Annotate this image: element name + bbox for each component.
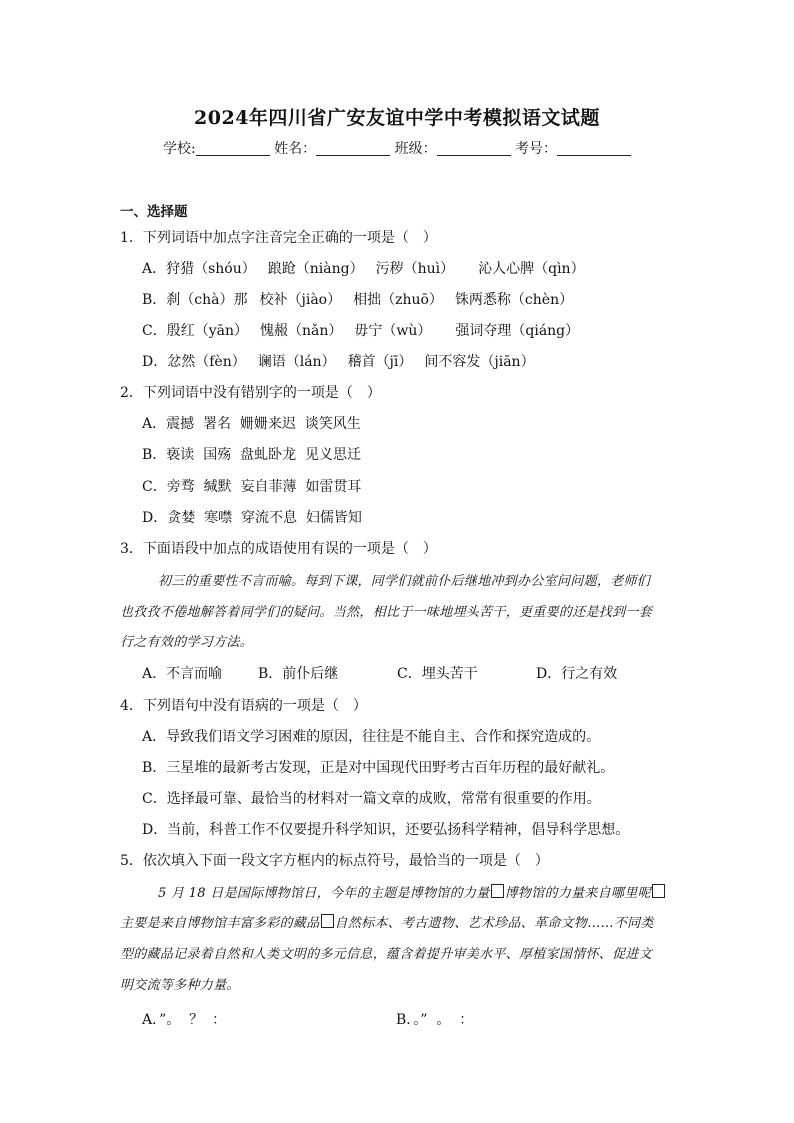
question-4-stem: 4．下列语句中没有语病的一项是（ ） (120, 698, 367, 714)
name-field[interactable] (316, 140, 390, 156)
question-3-passage-line: 初三的重要性不言而喻。每到下课，同学们就前仆后继地冲到办公室问问题，老师们 (158, 574, 651, 589)
question-3-option-b: B．前仆后继 (258, 666, 339, 682)
question-1-option-a: A．狩猎（shóu） 踉跄（niàng） 污秽（huì） 沁人心脾（qìn） (142, 261, 585, 277)
question-2-option-a: A．震撼 署名 姗姗来迟 谈笑风生 (142, 416, 361, 432)
question-3-stem: 3．下面语段中加点的成语使用有误的一项是（ ） (120, 541, 437, 557)
question-1-option-b: B．刹（chà）那 校补（jiào） 相拙（zhuō） 铢两悉称（chèn） (142, 292, 574, 308)
question-4-option-d: D．当前，科普工作不仅要提升科学知识，还要弘扬科学精神，倡导科学思想。 (142, 822, 630, 838)
blank-box (652, 884, 665, 898)
number-label: 考号： (515, 141, 558, 157)
question-1-stem: 1．下列词语中加点字注音完全正确的一项是（ ） (120, 230, 437, 246)
question-4-option-c: C．选择最可靠、最恰当的材料对一篇文章的成败，常常有很重要的作用。 (142, 791, 601, 807)
question-3-passage-line: 也孜孜不倦地解答着同学们的疑问。当然，相比于一味地埋头苦干，更重要的还是找到一套 (120, 605, 653, 620)
question-3-option-c: C．埋头苦干 (397, 666, 478, 682)
question-2-option-c: C．旁骛 缄默 妄自菲薄 如雷贯耳 (142, 479, 362, 495)
question-5-option-a: A．”。 ？ ： (142, 1012, 227, 1028)
question-4-option-b: B．三星堆的最新考古发现，正是对中国现代田野考古百年历程的最好献礼。 (142, 760, 615, 776)
question-5-passage-line: 明交流等多种力量。 (120, 978, 240, 993)
section-heading: 一、选择题 (120, 204, 188, 220)
page-title: 2024年四川省广安友谊中学中考模拟语文试题 (194, 107, 600, 129)
student-info-row (0, 138, 794, 158)
question-2-stem: 2．下列词语中没有错别字的一项是（ ） (120, 385, 381, 401)
blank-box (321, 914, 334, 928)
class-field[interactable] (437, 140, 511, 156)
question-5-passage-line: 5 月 18 日是国际博物馆日，今年的主题是博物馆的力量 博物馆的力量来自哪里呢 (158, 884, 714, 903)
question-4-option-a: A．导致我们语文学习困难的原因，往往是不能自主、合作和探究造成的。 (142, 729, 601, 745)
class-label: 班级： (394, 141, 437, 157)
question-3-option-a: A．不言而喻 (142, 666, 223, 682)
question-2-option-b: B．亵读 国殇 盘虬卧龙 见义思迁 (142, 447, 361, 463)
number-field[interactable] (557, 140, 631, 156)
question-3-option-d: D．行之有效 (536, 666, 618, 682)
question-5-option-b: B．。” 。 ： (396, 1012, 474, 1028)
question-3-passage-line: 行之有效的学习方法。 (120, 635, 254, 650)
name-label: 姓名： (274, 141, 317, 157)
school-label: 学校: (162, 141, 196, 157)
question-1-option-d: D．忿然（fèn） 谰语（lán） 稽首（jī） 间不容发（jiān） (142, 354, 535, 370)
question-5-passage-line: 型的藏品记录着自然和人类文明的多元信息，蕴含着提升审美水平、厚植家国情怀、促进文 (120, 947, 653, 962)
school-field[interactable] (196, 140, 270, 156)
blank-box (491, 884, 504, 898)
question-5-stem: 5．依次填入下面一段文字方框内的标点符号，最恰当的一项是（ ） (120, 853, 549, 869)
question-2-option-d: D．贪婪 寒噤 穿流不息 妇儒皆知 (142, 510, 362, 526)
question-1-option-c: C．殷红（yān） 愧赧（nǎn） 毋宁（wù） 强词夺理（qiáng） (142, 323, 580, 339)
question-5-passage-line: 主要是来自博物馆丰富多彩的藏品 自然标本、考古遗物、艺术珍品、革命文物……不同类 (120, 916, 654, 931)
